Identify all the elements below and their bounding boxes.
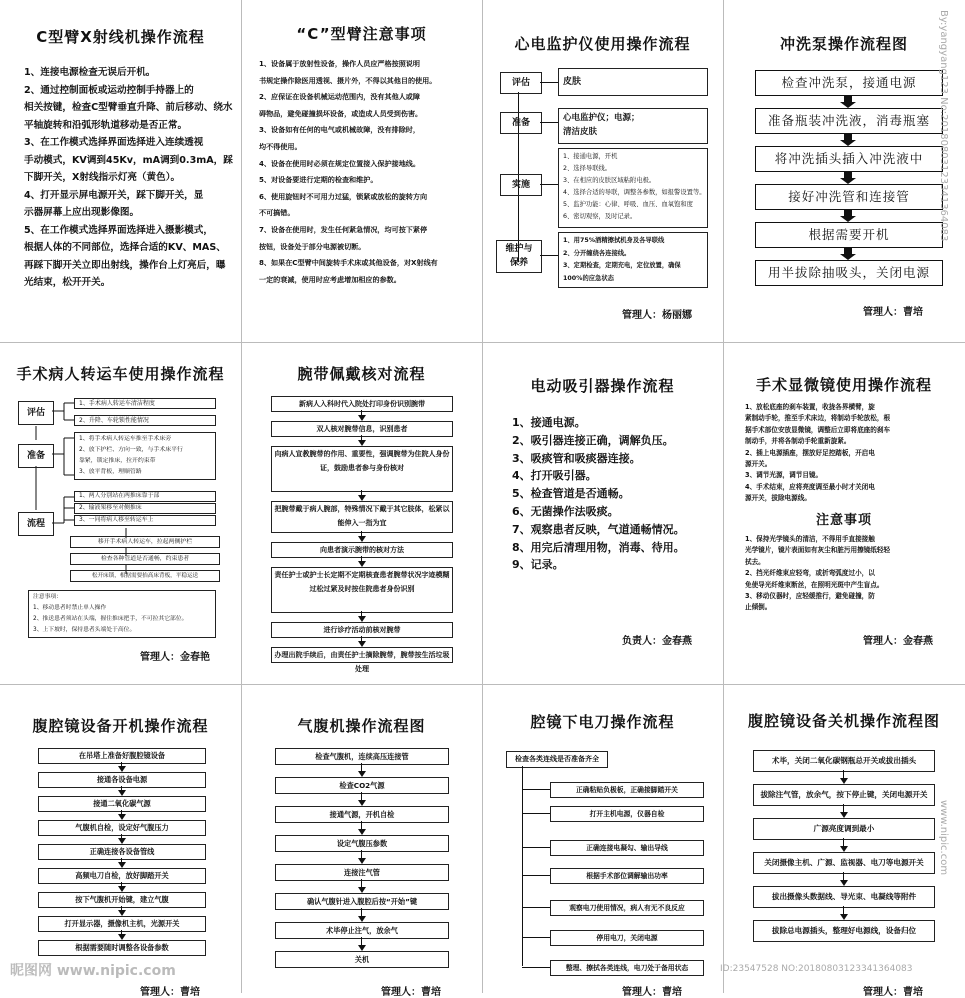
flow-step: 检查冲洗泵，接通电源: [755, 70, 943, 96]
manager-label: 管理人：曹培: [381, 987, 441, 998]
note-line: 1、保持光学镜头的清洁，不得用手直接接触: [745, 535, 875, 543]
arrow-icon: [844, 134, 852, 140]
flow-step: 连接注气管: [275, 864, 449, 881]
note-line: 注意事项：: [33, 594, 62, 600]
note-line: 1、设备属于放射性设备，操作人员应严格按照说明: [259, 59, 420, 68]
suction-panel: [482, 342, 723, 684]
step-line: 7、观察患者反映，气道通畅情况。: [512, 522, 685, 536]
note-line: 2、应保证在设备机械运动范围内，没有其他人或障: [259, 92, 420, 102]
step-line: 2、吸引器连接正确，调解负压。: [512, 433, 674, 447]
connector: [540, 255, 558, 256]
note-line: 2、挡光纤维束应轻弯，或折弯弧度过小，以: [745, 569, 875, 578]
assess-box: 皮肤: [558, 68, 708, 96]
connector: [843, 804, 844, 812]
flow-step: 检查CO2气源: [275, 777, 449, 794]
flow-step: 在吊塔上准备好腹腔镜设备: [38, 748, 206, 764]
category-label: 流程: [18, 512, 54, 536]
arrow-icon: [844, 210, 852, 216]
flow-step: 接通各设备电源: [38, 772, 206, 788]
step-line: 8、用完后清理用物，消毒、待用。: [512, 540, 685, 554]
note-line: 按钮，设备处于部分电源被切断。: [259, 241, 366, 251]
panel-title: 腔镜下电刀操作流程: [530, 713, 675, 731]
manager-label: 管理人：曹培: [140, 987, 200, 998]
flow-step: 气腹机自检，设定好气腹压力: [38, 820, 206, 836]
insufflator-panel: [241, 684, 482, 998]
connector: [361, 821, 362, 829]
panel-title: “C”型臂注意事项: [296, 25, 427, 43]
watermark-logo: 昵图网 www.nipic.com: [10, 963, 176, 979]
flow-step: 关机: [275, 951, 449, 968]
step-line: 2、插上电源插座，摆放好足控踏板，开启电: [745, 448, 875, 457]
flow-step: 整理、擦拭各类连线，电刀处于备用状态: [550, 960, 704, 976]
step-line: 相关按键，检查C型臂垂直升降、前后移动、绕水: [24, 102, 233, 113]
flow-step: 准备瓶装冲洗液，消毒瓶塞: [755, 108, 943, 134]
implement-line: 3、在相应的皮肤区域粘附电极。: [563, 177, 656, 184]
flow-step: 正确粘贴负极板，正确接脚踏开关: [550, 782, 704, 798]
connector: [361, 908, 362, 916]
flow-step: 把腕带戴于病人腕部，特殊情况下戴于其它肢体，松紧以能伸入一指为宜: [271, 501, 453, 533]
maintain-line: 100%的应急状态: [563, 274, 614, 282]
prepare-line: 3、放平背板，理顺管路: [79, 469, 142, 475]
panel-title: 腕带佩戴核对流程: [297, 365, 426, 383]
notes-list: [259, 56, 477, 288]
step-line: 3、在工作模式选择界面选择进入连续透视: [24, 137, 204, 148]
step-list: [512, 414, 717, 574]
step-line: 3、吸痰管和吸痰器连接。: [512, 451, 641, 465]
note-line: 8、如果在C型臂中间旋转手术床或其他设备，对X射线有: [259, 258, 438, 268]
arrow-icon: [844, 96, 852, 102]
connector: [522, 847, 550, 848]
manager-label: 管理人：曹培: [622, 987, 682, 998]
panel-title: 冲洗泵操作流程图: [779, 35, 908, 53]
flow-step: 根据需要随时调整各设备参数: [38, 940, 206, 956]
connector: [522, 875, 550, 876]
prepare-line: 心电监护仪；电源；: [563, 113, 640, 123]
connector: [522, 813, 550, 814]
flow-step: 高频电刀自检，放好脚踏开关: [38, 868, 206, 884]
step-line: 光结束，松开开关。: [24, 277, 111, 288]
note-line: 6、使用旋钮时不可用力过猛，锁紧或放松的旋转方向: [259, 191, 428, 201]
panel-title: 腹腔镜设备关机操作流程图: [747, 712, 940, 730]
step-line: 5、在工作模式选择界面选择进入摄影模式，: [24, 224, 213, 236]
implement-line: 5、监护功能：心律、呼吸、血压、血氧饱和度: [563, 201, 693, 208]
flow-step: 确认气腹针进入腹腔后按“开始”键: [275, 893, 449, 910]
maintain-line: 1、用75%酒精擦拭机身及各导联线: [563, 237, 665, 244]
note-line: 止倾倒。: [745, 603, 772, 612]
connector: [843, 838, 844, 846]
flow-step: 术毕停止注气，放余气: [275, 922, 449, 939]
note-line: 均不得使用。: [259, 141, 302, 151]
step-line: 1、接通电源。: [512, 416, 586, 429]
implement-line: 4、选择合适的导联，调整各参数，如报警设置等。: [563, 189, 706, 196]
assess-item: 2、升降、车轮锁性能情况: [74, 415, 216, 426]
process-item: 3、一同将病人移至转运车上: [74, 515, 216, 526]
step-line: 4、打开吸引器。: [512, 469, 597, 483]
prepare-line: 2、放下护栏、方向一致，与手术床平行: [79, 447, 183, 453]
step-line: 3、调节光源，调节目镜。: [745, 471, 823, 480]
step-line: 示器屏幕上应出现影像图。: [24, 207, 140, 218]
manager-label: 负责人：金春燕: [622, 636, 692, 647]
step-line: 据手术部位安放显微镜，调整后立即将底座的刹车: [745, 425, 891, 434]
notes-list: [745, 534, 953, 614]
note-line: 3、设备如有任何的电气或机械故障，没有排除时，: [259, 125, 420, 135]
arrow-icon: [844, 172, 852, 178]
category-label: 维护与 保养: [496, 240, 542, 273]
after-step: 移开手术病人转运车，拉起两侧护栏: [70, 536, 220, 548]
category-label: 准备: [500, 112, 542, 134]
microscope-panel: [723, 342, 965, 684]
trolley-panel: [0, 342, 241, 684]
category-label: 实施: [500, 174, 542, 196]
prepare-line: 靠紧，锁定推床，拉开约束带: [79, 458, 156, 464]
panel-title: 电动吸引器操作流程: [530, 377, 675, 395]
category-label: 评估: [18, 401, 54, 425]
prepare-line: 清洁皮肤: [563, 127, 598, 137]
prepare-box: [74, 432, 216, 480]
panel-title: C型臂X射线机操作流程: [36, 28, 205, 46]
flow-step: 广源亮度调到最小: [753, 818, 935, 840]
manager-label: 管理人：杨丽娜: [622, 310, 692, 321]
category-label: 准备: [18, 444, 54, 468]
step-line: 9、记录。: [512, 558, 564, 572]
note-line: 3、上下坡时，保持患者头端处于高位。: [33, 627, 136, 633]
category-label: 评估: [500, 72, 542, 94]
connector: [540, 184, 558, 185]
flow-step: 正确连接电凝勾、输出导线: [550, 840, 704, 856]
manager-label: 管理人：金春艳: [140, 652, 210, 663]
flow-step: 接通气源，开机自检: [275, 806, 449, 823]
flow-step: 责任护士或护士长定期不定期核查患者腕带状况字迹模糊过松过紧及时按住院患者身份识别: [271, 567, 453, 613]
connector: [361, 850, 362, 858]
flow-step: 打开主机电源，仪器自检: [550, 806, 704, 822]
flow-step: 接好冲洗管和连接管: [755, 184, 943, 210]
flow-step: 打开显示器，摄像机主机，光源开关: [38, 916, 206, 932]
connector: [361, 792, 362, 800]
flow-step: 办理出院手续后，由责任护士摘除腕带，腕带按生活垃圾处理: [271, 647, 453, 663]
implement-line: 2、选择导联线。: [563, 165, 612, 172]
flow-step: 向患者演示腕带的核对方法: [271, 542, 453, 558]
note-line: 碍物品，避免碰撞损坏设备，或造成人员受到伤害。: [259, 108, 423, 118]
panel-title: 手术显微镜使用操作流程: [755, 376, 932, 394]
arrow-icon: [844, 248, 852, 254]
flow-step: 接通二氧化碳气源: [38, 796, 206, 812]
note-line: 1、移动患者时禁止单人操作: [33, 605, 107, 611]
step-line: 制动手，并将各制动手轮重新旋紧。: [745, 437, 851, 446]
note-line: 一定的衰减，使用时应考虑增加相应的参数。: [259, 274, 401, 284]
maintain-line: 3、定期检查，定期充电，定位放置，确保: [563, 262, 681, 269]
note-line: 5、对设备要进行定期的检查和维护。: [259, 175, 378, 185]
flow-step: 停用电刀，关闭电源: [550, 930, 704, 946]
connector: [540, 122, 558, 123]
step-line: 源开关。: [745, 460, 772, 469]
lap-off-panel: [723, 684, 965, 998]
wristband-panel: [241, 342, 482, 684]
flow-step: 进行诊疗活动前核对腕带: [271, 622, 453, 638]
electrotome-panel: [482, 684, 723, 998]
prepare-box: [558, 108, 708, 144]
step-line: 4、手术结束，应将亮度调至最小时才关闭电: [745, 482, 875, 491]
after-step: 松开床锁，根据需要抬高床背板，平稳运送: [70, 570, 220, 582]
step-line: 再踩下脚开关立即出射线，操作台上灯亮后，曝: [24, 259, 226, 271]
note-line: 7、设备在使用时，发生任何紧急情况，均可按下紧停: [259, 224, 428, 234]
connector: [522, 789, 550, 790]
step-line: 手动模式，KV调到45Kv，mA调到0.3mA，踩: [24, 154, 233, 166]
watermark-side: By:yangyang123 No:20180803123341364083: [938, 10, 949, 242]
implement-box: [558, 148, 708, 228]
flow-step: 拔除注气管，放余气，按下停止键，关闭电源开关: [753, 784, 935, 806]
connector: [361, 937, 362, 945]
step-line: 根据人体的不同部位，选择合适的KV、MAS、: [24, 242, 226, 253]
assess-item: 1、手术病人转运车清洁程度: [74, 398, 216, 409]
flow-step: 检查气腹机，连续高压连接管: [275, 748, 449, 765]
root-step: 检查各类连线是否准备齐全: [506, 751, 608, 768]
connector: [361, 763, 362, 771]
flow-step: 拔除总电源插头，整理好电源线，设备归位: [753, 920, 935, 942]
process-item: 1、两人分别站在两推床靠于部: [74, 491, 216, 502]
connector: [522, 907, 550, 908]
flow-step: 按下气腹机开始键，建立气腹: [38, 892, 206, 908]
note-line: 书规定操作除医用透视、摄片外，不得以其他目的使用。: [259, 75, 437, 85]
c-arm-notes-panel: [241, 0, 482, 342]
step-line: 6、无菌操作法吸痰。: [512, 504, 619, 518]
manager-label: 管理人：金春燕: [863, 636, 933, 647]
flow-step: 设定气腹压参数: [275, 835, 449, 852]
note-line: 免使导光纤维束断丝，在照明光斑中产生盲点。: [745, 580, 884, 589]
connector: [540, 82, 558, 83]
panel-title: 气腹机操作流程图: [297, 717, 426, 735]
panel-title: 心电监护仪使用操作流程: [514, 35, 691, 53]
flow-step: 用半拔除抽吸头，关闭电源: [755, 260, 943, 286]
step-line: 4、打开显示屏电源开关，踩下脚开关，显: [24, 189, 204, 201]
flush-pump-panel: [723, 0, 965, 342]
step-line: 平轴旋转和沿弧形轨道移动是否正常。: [24, 119, 188, 131]
after-step: 检查各种管道是否通畅，约束患者: [70, 553, 220, 565]
note-line: 4、设备在使用时必须在规定位置接入保护接地线。: [259, 158, 420, 168]
flow-step: 根据手术部位调解输出功率: [550, 868, 704, 884]
connector: [522, 937, 550, 938]
step-line: 1、连接电源检查无误后开机。: [24, 67, 156, 78]
step-line: 下脚开关，X射线指示灯亮（黄色）。: [24, 172, 181, 183]
note-line: 光学镜片，镜片表面如有灰尘和脏污用擦镜纸轻轻: [745, 546, 891, 555]
flow-step: 观察电刀使用情况，病人有无不良反应: [550, 900, 704, 916]
maintain-line: 2、分开缠绕各连接线。: [563, 249, 631, 257]
watermark-id: ID:23547528 NO:20180803123341364083: [720, 964, 913, 974]
lap-on-panel: [0, 684, 241, 998]
flow-step: 向病人宣教腕带的作用、重要性，强调腕带为住院人身份证，鼓励患者参与身份核对: [271, 446, 453, 492]
note-line: 3、移动仪器时，应轻缓推行，避免碰撞，防: [745, 592, 875, 601]
ecg-panel: [482, 0, 723, 342]
notes-box: [28, 590, 216, 638]
watermark-site: www.nipic.com: [938, 800, 949, 876]
implement-line: 1、接通电源，开机: [563, 153, 618, 160]
flow-step: 新病人入科时代入院处打印身份识别腕带: [271, 396, 453, 412]
prepare-line: 1、将手术病人转运车推至手术床旁: [79, 436, 172, 442]
step-line: 源开关，拔除电源线。: [745, 494, 811, 503]
notes-title: 注意事项: [815, 513, 872, 528]
c-arm-panel: [0, 0, 241, 342]
flow-step: 术毕，关闭二氧化碳钢瓶总开关或拔出插头: [753, 750, 935, 772]
process-item: 2、输液架移至对侧推床: [74, 503, 216, 514]
flow-step: 正确连接各设备管线: [38, 844, 206, 860]
step-list: [24, 64, 236, 292]
panel-title: 腹腔镜设备开机操作流程: [32, 717, 209, 735]
maintain-box: [558, 232, 708, 288]
note-line: 2、推送患者须站在头端，握住推床把手，不可拉其它部位。: [33, 616, 188, 622]
connector: [522, 967, 550, 968]
step-line: 5、检查管道是否通畅。: [512, 487, 630, 501]
connector: [843, 906, 844, 914]
implement-line: 6、密切观察，及时记录。: [563, 213, 637, 220]
panel-title: 手术病人转运车使用操作流程: [16, 365, 225, 383]
manager-label: 管理人：曹培: [863, 987, 923, 998]
step-line: 紧制动手轮，推至手术床边，将制动手轮放松，根: [745, 414, 891, 423]
flow-step: 双人核对腕带信息，识别患者: [271, 421, 453, 437]
connector: [843, 770, 844, 778]
flow-step: 将冲洗插头插入冲洗液中: [755, 146, 943, 172]
manager-label: 管理人：曹培: [863, 307, 923, 318]
connector: [361, 879, 362, 887]
step-line: 1、放松底座的刹车装置，收拢各界横臂，旋: [745, 403, 875, 411]
flow-step: 拔出摄像头数据线、导光束、电凝线等附件: [753, 886, 935, 908]
note-line: 不可搞错。: [259, 208, 295, 218]
step-line: 2、通过控制面板或运动控制手持器上的: [24, 84, 194, 96]
connector: [843, 872, 844, 880]
flow-step: 根据需要开机: [755, 222, 943, 248]
connector: [522, 766, 523, 966]
flow-step: 关闭摄像主机、广源、监视器、电刀等电源开关: [753, 852, 935, 874]
step-list: [745, 402, 953, 505]
note-line: 拭去。: [745, 557, 765, 566]
